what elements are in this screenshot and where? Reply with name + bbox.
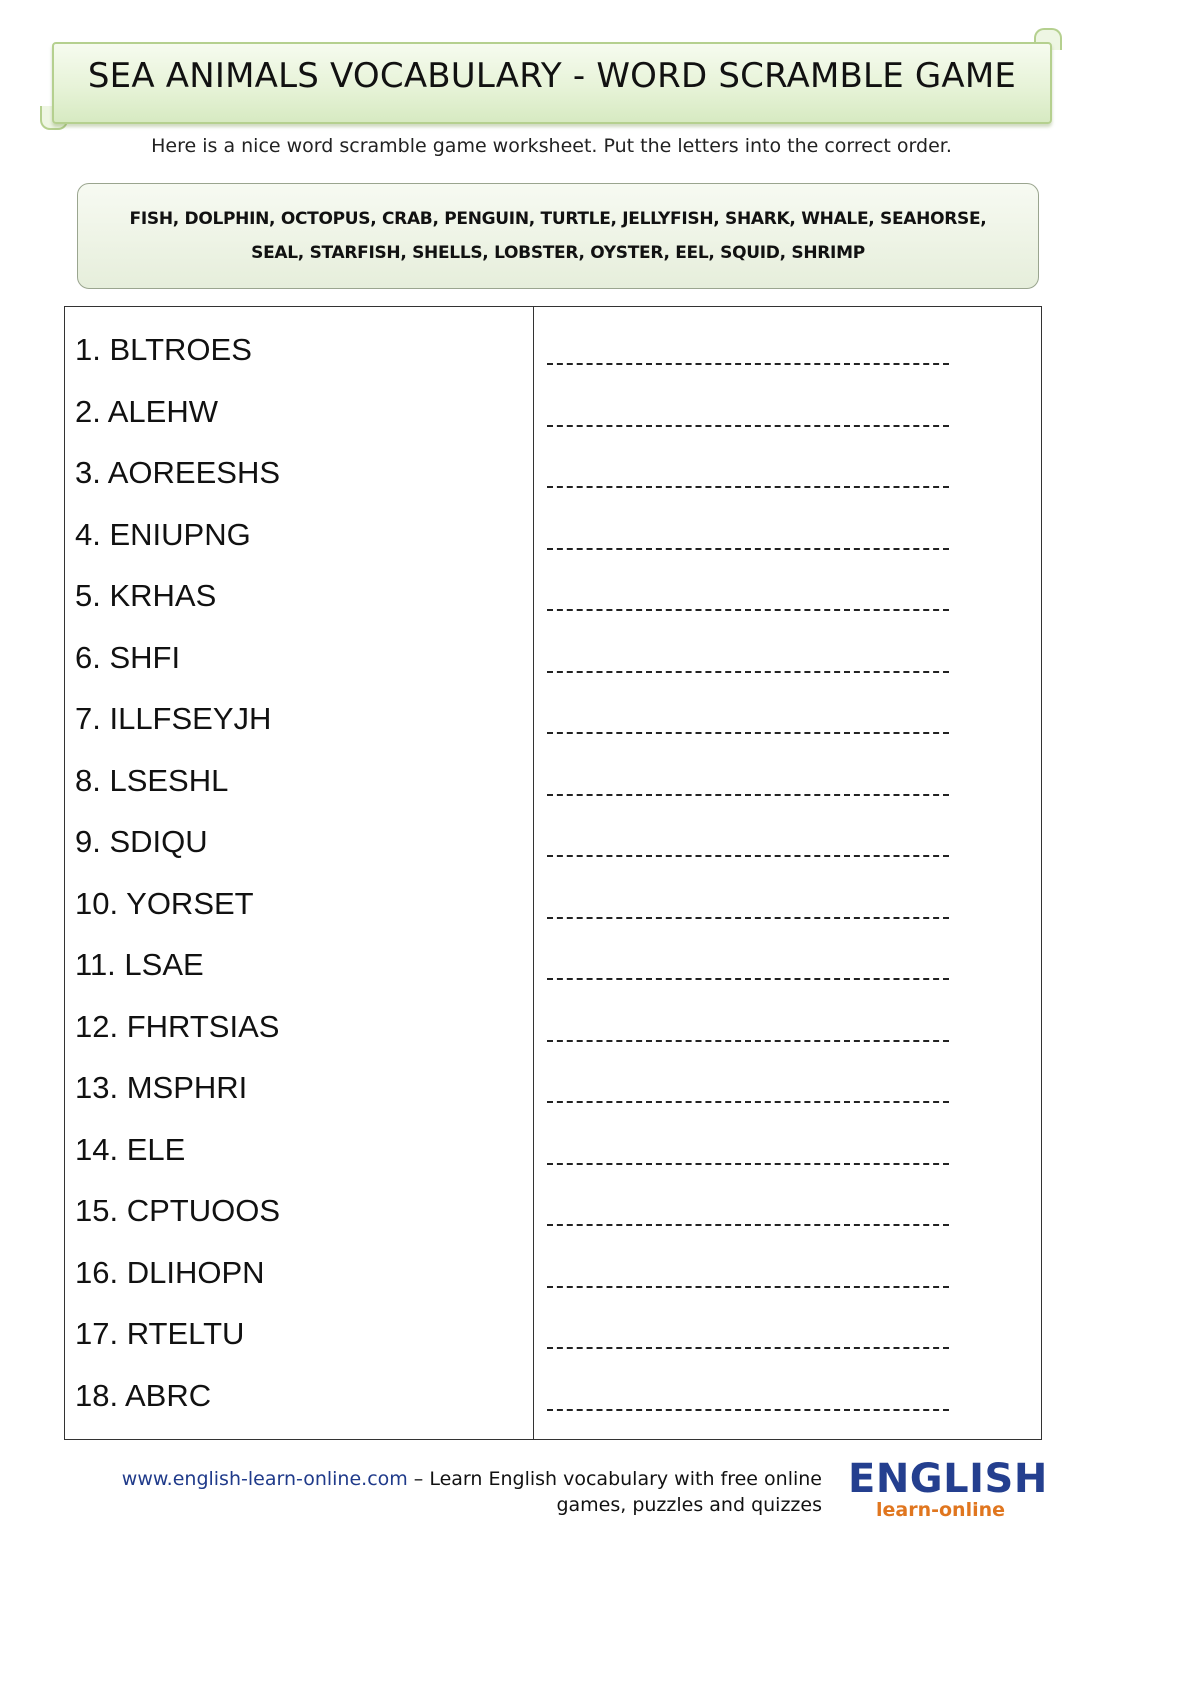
word-bank-line-2: SEAL, STARFISH, SHELLS, LOBSTER, OYSTER, EEL, SQUID, SHRIMP <box>251 243 865 263</box>
title-banner <box>40 28 1062 138</box>
scrambled-word: 18. ABRC <box>75 1377 212 1413</box>
answer-line[interactable] <box>547 425 949 427</box>
scramble-row <box>65 1180 1041 1242</box>
banner-box <box>52 42 1052 124</box>
scramble-row <box>65 996 1041 1058</box>
scramble-table <box>64 306 1042 1440</box>
scrambled-word: 10. YORSET <box>75 885 254 921</box>
scramble-row <box>65 1365 1041 1427</box>
answer-line[interactable] <box>547 1409 949 1411</box>
site-logo[interactable] <box>848 1456 1048 1528</box>
word-bank-line-1: FISH, DOLPHIN, OCTOPUS, CRAB, PENGUIN, TURTLE, JELLYFISH, SHARK, WHALE, SEAHORSE, <box>129 209 987 229</box>
scramble-row <box>65 688 1041 750</box>
answer-line[interactable] <box>547 671 949 673</box>
answer-line[interactable] <box>547 363 949 365</box>
answer-line[interactable] <box>547 1101 949 1103</box>
scrambled-word: 2. ALEHW <box>75 393 218 429</box>
intro-text: Here is a nice word scramble game worksheet. Put the letters into the correct order. <box>151 135 952 157</box>
scrambled-word: 3. AOREESHS <box>75 455 281 490</box>
answer-line[interactable] <box>547 548 949 550</box>
scramble-row <box>65 1119 1041 1181</box>
scrambled-word: 14. ELE <box>75 1131 186 1167</box>
answer-line[interactable] <box>547 609 949 611</box>
answer-line[interactable] <box>547 1286 949 1288</box>
answer-line[interactable] <box>547 1163 949 1165</box>
scrambled-word: 13. MSPHRI <box>75 1070 248 1105</box>
scramble-row <box>65 811 1041 873</box>
answer-line[interactable] <box>547 855 949 857</box>
page-title: SEA ANIMALS VOCABULARY - WORD SCRAMBLE GAME <box>87 56 1017 96</box>
scramble-row <box>65 750 1041 812</box>
footer-text-1: – Learn English vocabulary with free online <box>413 1468 822 1490</box>
scrambled-word: 16. DLIHOPN <box>75 1254 265 1290</box>
answer-line[interactable] <box>547 486 949 488</box>
footer-text-2: games, puzzles and quizzes <box>556 1494 822 1516</box>
scrambled-word: 6. SHFI <box>75 639 181 675</box>
scramble-row <box>65 934 1041 996</box>
scrambled-word: 17. RTELTU <box>75 1316 245 1351</box>
word-bank <box>77 183 1039 289</box>
answer-line[interactable] <box>547 917 949 919</box>
answer-line[interactable] <box>547 1347 949 1349</box>
scrambled-word: 4. ENIUPNG <box>75 516 251 552</box>
scramble-row <box>65 1242 1041 1304</box>
answer-line[interactable] <box>547 978 949 980</box>
scramble-row <box>65 1303 1041 1365</box>
scrambled-word: 1. BLTROES <box>75 332 252 367</box>
scramble-row <box>65 565 1041 627</box>
logo-main-text: ENGLISH <box>848 1456 1048 1502</box>
scrambled-word: 11. LSAE <box>75 947 204 982</box>
answer-line[interactable] <box>547 794 949 796</box>
scrambled-word: 12. FHRTSIAS <box>75 1008 280 1044</box>
scramble-row <box>65 319 1041 381</box>
footer-link[interactable]: www.english-learn-online.com <box>121 1468 408 1490</box>
scramble-row <box>65 1057 1041 1119</box>
scrambled-word: 8. LSESHL <box>75 762 229 798</box>
scramble-row <box>65 381 1041 443</box>
answer-line[interactable] <box>547 1224 949 1226</box>
scramble-row <box>65 627 1041 689</box>
scrambled-word: 5. KRHAS <box>75 578 217 613</box>
scrambled-word: 15. CPTUOOS <box>75 1193 280 1228</box>
answer-line[interactable] <box>547 732 949 734</box>
scramble-row <box>65 504 1041 566</box>
footer <box>48 1466 822 1518</box>
scramble-row <box>65 442 1041 504</box>
scrambled-word: 7. ILLFSEYJH <box>75 701 272 736</box>
scramble-row <box>65 873 1041 935</box>
logo-sub-text: learn-online <box>876 1499 1006 1521</box>
scrambled-word: 9. SDIQU <box>75 824 208 859</box>
answer-line[interactable] <box>547 1040 949 1042</box>
